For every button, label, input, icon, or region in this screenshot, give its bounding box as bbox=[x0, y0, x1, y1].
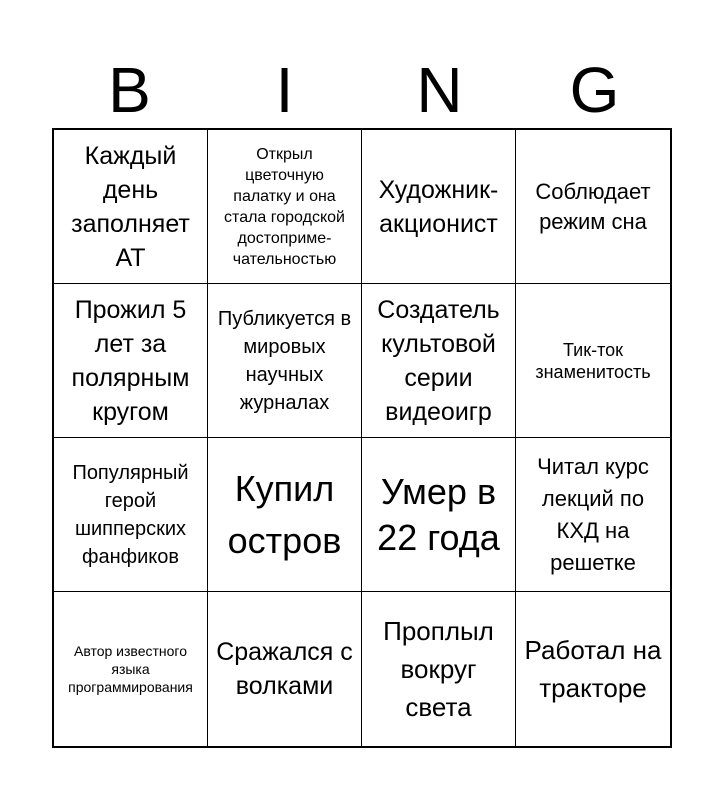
bingo-cell[interactable] bbox=[54, 284, 208, 438]
bingo-header bbox=[52, 52, 672, 128]
bingo-cell[interactable] bbox=[362, 130, 516, 284]
cell-label: Открыл цветочную палатку и она стала городской достоприме-чательностью bbox=[224, 145, 345, 268]
cell-label: Прожил 5 лет за полярным кругом bbox=[71, 295, 190, 426]
cell-label: Проплыл вокруг света bbox=[383, 616, 494, 722]
cell-label: Популярный герой шипперских фанфиков bbox=[72, 461, 189, 568]
header-letter-b: B bbox=[108, 54, 151, 126]
bingo-cell[interactable] bbox=[54, 438, 208, 592]
bingo-cell[interactable] bbox=[54, 130, 208, 284]
cell-label: Публикуется в мировых научных журналах bbox=[217, 307, 352, 414]
bingo-cell[interactable] bbox=[516, 130, 670, 284]
cell-label: Соблюдает режим сна bbox=[535, 178, 651, 234]
bingo-cell[interactable] bbox=[516, 592, 670, 746]
bingo-cell[interactable] bbox=[516, 438, 670, 592]
cell-label: Купил остров bbox=[227, 467, 342, 561]
cell-label: Работал на тракторе bbox=[524, 635, 662, 703]
cell-label: Читал курс лекций по КХД на решетке bbox=[537, 453, 649, 575]
bingo-cell[interactable] bbox=[516, 284, 670, 438]
bingo-cell[interactable] bbox=[362, 592, 516, 746]
bingo-cell[interactable] bbox=[362, 284, 516, 438]
header-letter-g: G bbox=[569, 54, 620, 126]
bingo-cell[interactable] bbox=[362, 438, 516, 592]
cell-label: Умер в 22 года bbox=[377, 470, 500, 558]
cell-label: Каждый день заполняет АТ bbox=[71, 141, 190, 272]
header-letter-n: N bbox=[416, 54, 463, 126]
bingo-board bbox=[52, 128, 672, 748]
bingo-cell[interactable] bbox=[54, 592, 208, 746]
cell-label: Сражался с волками bbox=[216, 638, 353, 700]
cell-label: Художник-акционист bbox=[378, 175, 499, 238]
bingo-cell[interactable] bbox=[208, 438, 362, 592]
bingo-cell[interactable] bbox=[208, 130, 362, 284]
bingo-cell[interactable] bbox=[208, 284, 362, 438]
cell-label: Тик-ток знаменитость bbox=[535, 339, 651, 382]
bingo-cell[interactable] bbox=[208, 592, 362, 746]
header-letter-i: I bbox=[275, 54, 294, 126]
cell-label: Автор известного языка программирования bbox=[68, 643, 193, 695]
cell-label: Создатель культовой серии видеоигр bbox=[377, 295, 500, 426]
